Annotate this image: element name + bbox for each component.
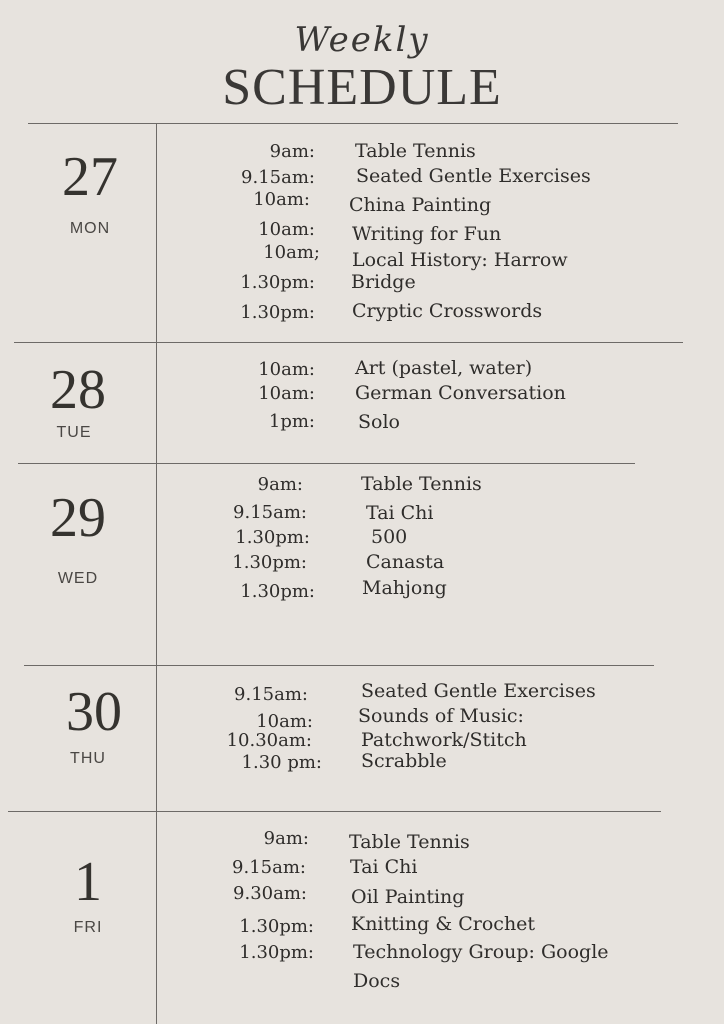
event-activity: Cryptic Crosswords: [352, 300, 543, 322]
event-activity: Table Tennis: [349, 831, 470, 853]
event-time: 10am:: [253, 189, 310, 210]
event-activity: Table Tennis: [361, 473, 482, 495]
event-activity: Writing for Fun: [352, 223, 502, 245]
event-time: 1.30pm:: [239, 942, 314, 963]
event-activity: Table Tennis: [355, 140, 476, 162]
event-activity: German Conversation: [355, 382, 566, 404]
event-time: 10am;: [263, 242, 320, 263]
event-activity: Patchwork/Stitch: [361, 729, 527, 751]
event-time: 9.15am:: [233, 502, 307, 523]
event-activity: Seated Gentle Exercises: [361, 680, 596, 702]
day-name-thu: THU: [70, 750, 106, 767]
event-time: 1.30pm:: [240, 302, 315, 323]
event-time: 10am:: [258, 383, 315, 404]
divider-mon-tue: [14, 342, 683, 343]
event-activity-continued: Docs: [353, 970, 401, 992]
event-time: 9.15am:: [232, 857, 306, 878]
event-time: 9.30am:: [233, 883, 307, 904]
event-activity: Knitting & Crochet: [351, 913, 536, 935]
event-time: 9.15am:: [234, 684, 308, 705]
event-time: 9am:: [263, 828, 309, 849]
day-number-fri: 1: [74, 851, 102, 913]
event-time: 10am:: [256, 711, 313, 732]
event-time: 1.30pm:: [232, 552, 307, 573]
event-activity: Bridge: [351, 271, 416, 293]
day-name-tue: TUE: [56, 424, 92, 441]
event-time: 1.30pm:: [240, 581, 315, 602]
event-time: 9am:: [257, 474, 303, 495]
event-activity: Tai Chi: [350, 856, 418, 878]
event-time: 1.30pm:: [235, 527, 310, 548]
event-activity: Seated Gentle Exercises: [356, 165, 591, 187]
day-name-wed: WED: [57, 570, 99, 587]
event-time: 10am:: [258, 219, 315, 240]
divider-top: [28, 123, 678, 124]
day-name-mon: MON: [69, 220, 111, 237]
event-activity: Mahjong: [362, 577, 447, 599]
event-activity: Art (pastel, water): [355, 357, 533, 379]
event-activity: 500: [371, 526, 408, 548]
event-activity: Oil Painting: [351, 886, 465, 908]
event-activity: Scrabble: [361, 750, 447, 772]
day-number-wed: 29: [50, 487, 106, 549]
day-number-mon: 27: [62, 146, 118, 208]
day-number-tue: 28: [50, 359, 106, 421]
day-number-thu: 30: [66, 681, 122, 743]
event-activity: Sounds of Music:: [358, 705, 524, 727]
event-activity: Canasta: [366, 551, 445, 573]
event-time: 1.30 pm:: [241, 752, 322, 773]
event-time: 1pm:: [268, 411, 315, 432]
event-time: 9.15am:: [241, 167, 315, 188]
event-activity: China Painting: [349, 194, 492, 216]
divider-thu-fri: [8, 811, 661, 812]
divider-tue-wed: [18, 463, 635, 464]
weekly-script-heading: Weekly: [294, 20, 430, 60]
event-time: 10.30am:: [226, 730, 312, 751]
event-time: 1.30pm:: [239, 916, 314, 937]
event-activity: Technology Group: Google: [353, 941, 609, 963]
event-activity: Local History: Harrow: [352, 249, 568, 271]
event-activity: Solo: [358, 411, 400, 433]
divider-wed-thu: [24, 665, 654, 666]
event-time: 1.30pm:: [240, 272, 315, 293]
event-activity: Tai Chi: [366, 502, 434, 524]
day-name-fri: FRI: [73, 919, 103, 936]
event-time: 9am:: [269, 141, 315, 162]
schedule-title: SCHEDULE: [222, 59, 502, 116]
event-time: 10am:: [258, 359, 315, 380]
